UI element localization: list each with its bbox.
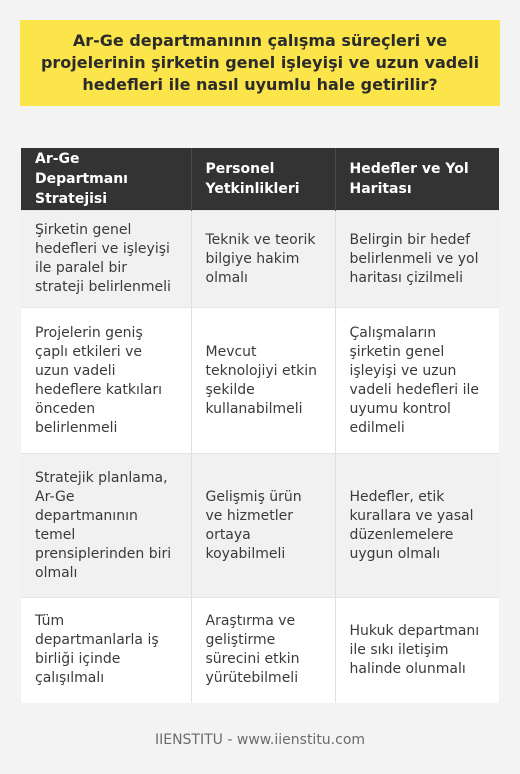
table-cell: Araştırma ve geliştirme sürecini etkin yürütebilmeli [191, 598, 335, 703]
title-banner [20, 20, 500, 106]
column-header-strategy: Ar-Ge Departmanı Stratejisi [21, 148, 191, 211]
table-cell: Şirketin genel hedefleri ve işleyişi ile paralel bir strateji belirlenmeli [21, 211, 191, 308]
table-cell: Hukuk departmanı ile sıkı iletişim halinde olunmalı [335, 598, 499, 703]
table-cell: Projelerin geniş çaplı etkileri ve uzun vadeli hedeflere katkıları önceden belirlenmeli [21, 308, 191, 454]
strategy-table [21, 148, 499, 703]
table-cell: Stratejik planlama, Ar-Ge departmanının temel prensiplerinden biri olmalı [21, 454, 191, 598]
footer-credit: IIENSTITU - www.iienstitu.com [154, 732, 366, 748]
table-cell: Tüm departmanlarla iş birliği içinde çalışılmalı [21, 598, 191, 703]
table-row [21, 598, 499, 703]
table-cell: Teknik ve teorik bilgiye hakim olmalı [191, 211, 335, 308]
column-header-competencies: Personel Yetkinlikleri [191, 148, 335, 211]
table-cell: Belirgin bir hedef belirlenmeli ve yol haritası çizilmeli [335, 211, 499, 308]
table-row [21, 308, 499, 454]
page-title: Ar-Ge departmanının çalışma süreçleri ve projelerinin şirketin genel işleyişi ve uzun vadeli hedefleri ile nasıl uyumlu hale getirilir? [40, 31, 480, 94]
table-cell: Gelişmiş ürün ve hizmetler ortaya koyabilmeli [191, 454, 335, 598]
table-cell: Çalışmaların şirketin genel işleyişi ve uzun vadeli hedefleri ile uyumu kontrol edilmeli [335, 308, 499, 454]
column-header-goals: Hedefler ve Yol Haritası [335, 148, 499, 211]
table-header-row [21, 148, 499, 211]
table-row [21, 454, 499, 598]
table-row [21, 211, 499, 308]
table-cell: Hedefler, etik kurallara ve yasal düzenlemelere uygun olmalı [335, 454, 499, 598]
table-cell: Mevcut teknolojiyi etkin şekilde kullanabilmeli [191, 308, 335, 454]
